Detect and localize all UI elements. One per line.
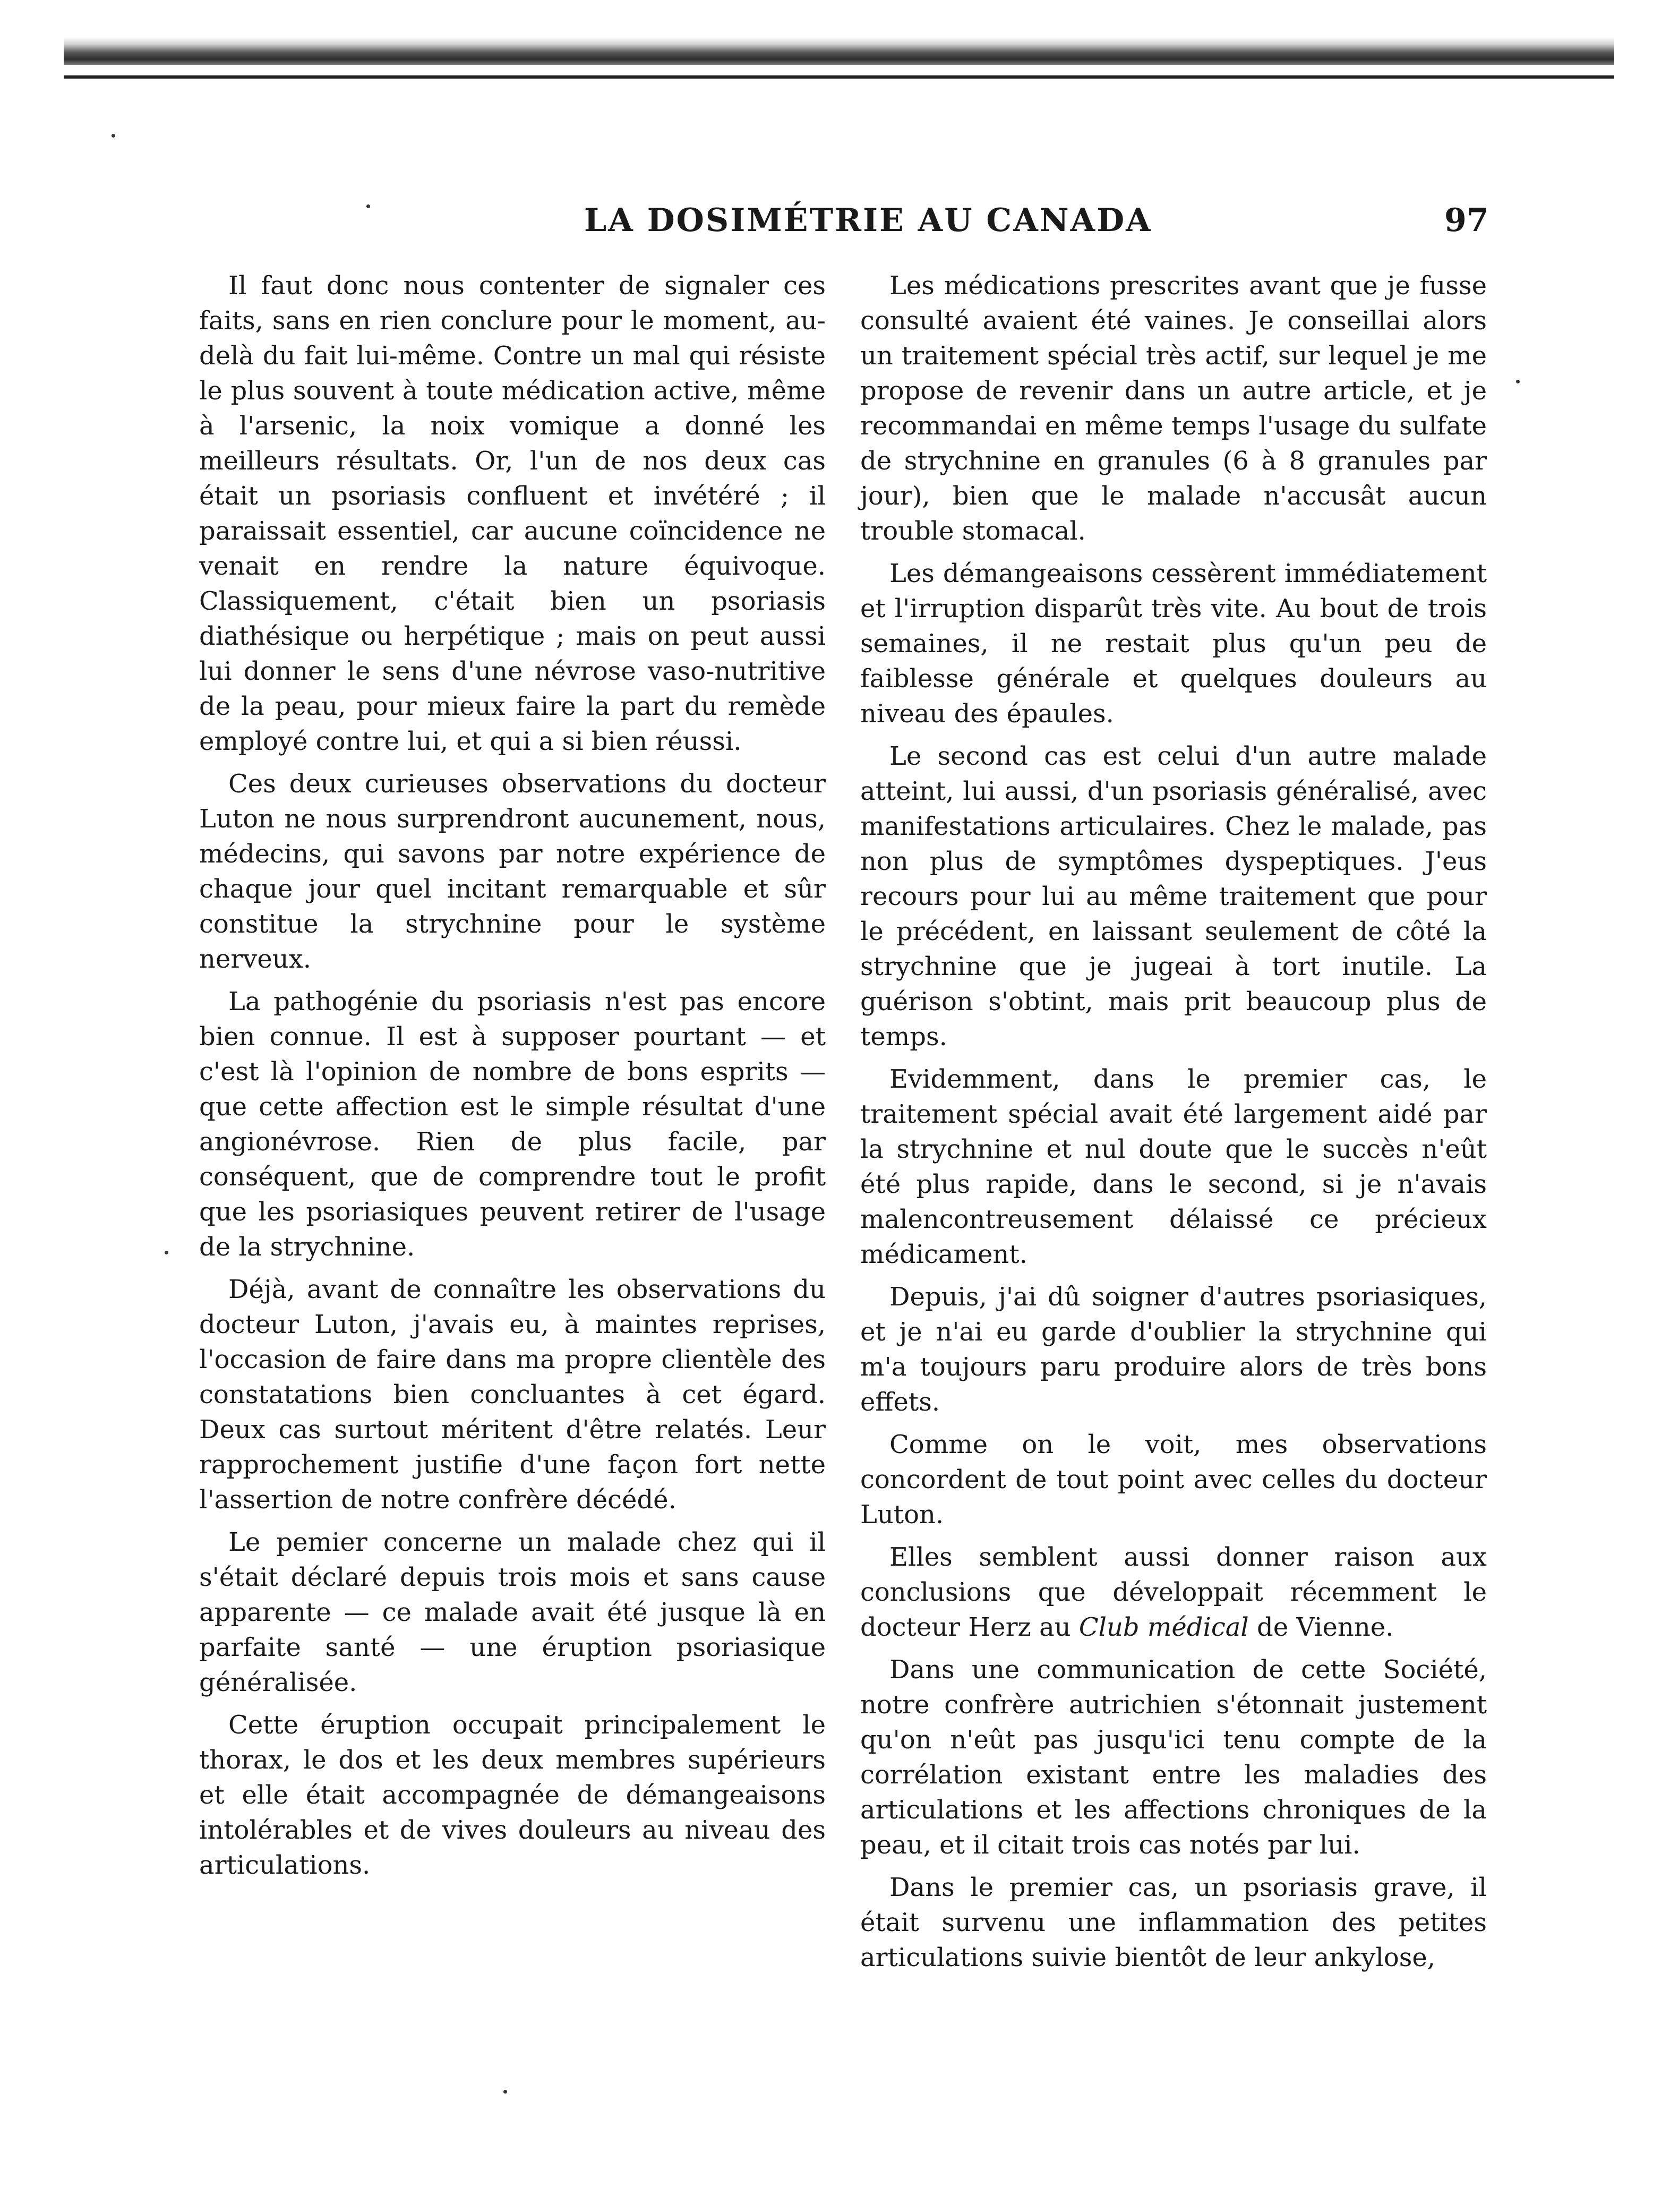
right-column [860,268,1487,1983]
paragraph-text-start: Elles semblent aussi donner raison aux conclusions que développait récemment le docteur Herz au [860,1542,1487,1642]
left-column [199,268,826,1890]
paragraph: La pathogénie du psoriasis n'est pas encore bien connue. Il est à supposer pourtant — et c'est là l'opinion de nombre de bons esprits — que cette affection est le simple résultat d'une angionévrose. Rien de plus facile, par conséquent, que de comprendre tout le profit que les psoriasiques peuvent retirer de l'usage de la strychnine. [199,987,826,1262]
print-speck [112,134,115,138]
page-number: 97 [1444,202,1489,239]
paragraph: Ces deux curieuses observations du docteur Luton ne nous surprendront aucunement, nous, médecins, qui savons par notre expérience de chaque jour quel incitant remarquable et sûr constitue la strychnine pour le système nerveux. [199,769,826,974]
running-title: LA DOSIMÉTRIE AU CANADA [584,202,1152,239]
paragraph: Il faut donc nous contenter de signaler ces faits, sans en rien conclure pour le moment, au-delà du fait lui-même. Contre un mal qui résiste le plus souvent à toute médication active, même à l'arsenic, la noix vomique a donné les meilleurs résultats. Or, l'un de nos deux cas était un psoriasis confluent et invétéré ; il paraissait essentiel, car aucune coïncidence ne venait en rendre la nature équivoque. Classiquement, c'était bien un psoriasis diathésique ou herpétique ; mais on peut aussi lui donner le sens d'une névrose vaso-nutritive de la peau, pour mieux faire la part du remède employé contre lui, et qui a si bien réussi. [199,271,826,756]
paragraph: Le second cas est celui d'un autre malade atteint, lui aussi, d'un psoriasis généralisé, avec manifestations articulaires. Chez le malade, pas non plus de symptômes dyspeptiques. J'eus recours pour lui au même traitement que pour le précédent, en laissant seulement de côté la strychnine que je jugeai à tort inutile. La guérison s'obtint, mais prit beaucoup plus de temps. [860,741,1487,1052]
paragraph: Depuis, j'ai dû soigner d'autres psoriasiques, et je n'ai eu garde d'oublier la strychnine qui m'a toujours paru produire alors de très bons effets. [860,1282,1487,1417]
paragraph: Les médications prescrites avant que je fusse consulté avaient été vaines. Je conseillai alors un traitement spécial très actif, sur lequel je me propose de revenir dans un autre article, et je recommandai en même temps l'usage du sulfate de strychnine en granules (6 à 8 granules par jour), bien que le malade n'accusât aucun trouble stomacal. [860,271,1487,546]
print-speck [366,204,370,208]
print-speck [1516,380,1520,383]
paragraph-club-medical [860,1540,1487,1645]
paragraph: Déjà, avant de connaître les observations du docteur Luton, j'avais eu, à maintes reprises, l'occasion de faire dans ma propre clientèle des constatations bien concluantes à cet égard. Deux cas surtout méritent d'être relatés. Leur rapprochement justifie d'une façon fort nette l'assertion de notre confrère décédé. [199,1275,826,1515]
paragraph: Cette éruption occupait principalement le thorax, le dos et les deux membres supérieurs et elle était accompagnée de démangeaisons intolérables et de vives douleurs au niveau des articulations. [199,1710,826,1880]
paragraph: Les démangeaisons cessèrent immédiatement et l'irruption disparût très vite. Au bout de trois semaines, il ne restait plus qu'un peu de faiblesse générale et quelques douleurs au niveau des épaules. [860,559,1487,729]
print-speck [503,2090,507,2094]
paragraph: Comme on le voit, mes observations concordent de tout point avec celles du docteur Luton. [860,1430,1487,1530]
paragraph: Evidemment, dans le premier cas, le traitement spécial avait été largement aidé par la strychnine et nul doute que le succès n'eût été plus rapide, dans le second, si je n'avais malencontreusement délaissé ce précieux médicament. [860,1064,1487,1269]
paragraph: Dans une communication de cette Société, notre confrère autrichien s'étonnait justement qu'on n'eût pas jusqu'ici tenu compte de la corrélation existant entre les maladies des articulations et les affections chroniques de la peau, et il citait trois cas notés par lui. [860,1655,1487,1860]
club-medical-italic: Club médical [1078,1612,1249,1642]
paragraph: Le pemier concerne un malade chez qui il s'était déclaré depuis trois mois et sans cause apparente — ce malade avait été jusque là en parfaite santé — une éruption psoriasique généralisée. [199,1527,826,1697]
print-speck [165,1251,168,1254]
top-border-rule [64,37,1614,65]
paragraph-text-end: de Vienne. [1248,1612,1394,1642]
top-thin-rule [64,75,1614,79]
paragraph: Dans le premier cas, un psoriasis grave, il était survenu une inflammation des petites articulations suivie bientôt de leur ankylose, [860,1873,1487,1972]
